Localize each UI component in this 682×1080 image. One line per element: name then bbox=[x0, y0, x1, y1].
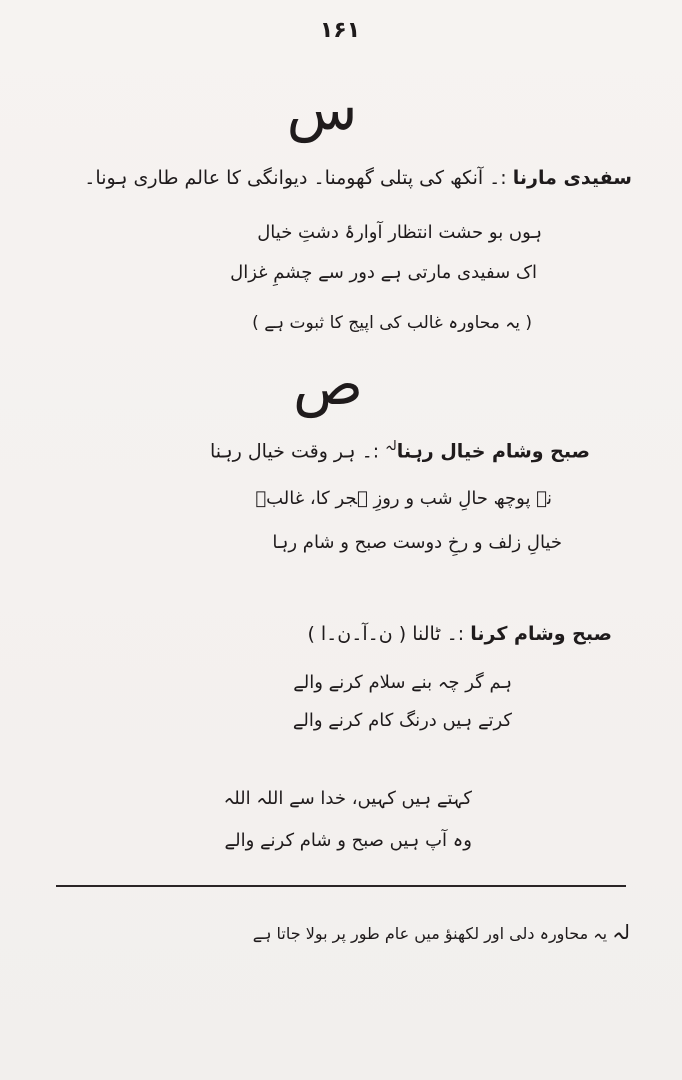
entry-1-verse-1: ہوں بو حشت انتظار آوارۂ دشتِ خیال bbox=[257, 222, 542, 243]
entry-3-definition: :۔ ٹالنا ( ن۔آ۔ن۔ا ) bbox=[307, 623, 465, 645]
entry-2-headword: صبح وشام خیال رہنا bbox=[396, 440, 590, 463]
entry-1-line bbox=[32, 168, 632, 189]
entry-1-note: ( یہ محاورہ غالب کی اپیج کا ثبوت ہے ) bbox=[252, 313, 532, 333]
entry-3-headword: صبح وشام کرنا bbox=[470, 623, 612, 645]
entry-2-verse-2: خیالِ زلف و رخِ دوست صبح و شام رہا bbox=[272, 532, 562, 553]
entry-2-footnote-marker: لہ bbox=[385, 439, 397, 454]
entry-3-verse-4: وہ آپ ہیں صبح و شام کرنے والے bbox=[224, 830, 472, 851]
section-letter-suad: ص bbox=[292, 350, 364, 418]
entry-2-verse-1: نہ پوچھ حالِ شب و روزِ ہجر کا، غالبؔ bbox=[255, 488, 552, 509]
entry-1-headword: سفیدی مارنا bbox=[512, 167, 632, 189]
page-number: ۱۶۱ bbox=[319, 18, 361, 43]
footnote-divider bbox=[56, 885, 626, 887]
section-letter-seen: س bbox=[286, 75, 358, 143]
footnote bbox=[253, 920, 630, 944]
entry-3-verse-2: کرتے ہیں درنگ کام کرنے والے bbox=[292, 710, 512, 731]
entry-1-definition: :۔ آنکھ کی پتلی گھومنا۔ دیوانگی کا عالم طاری ہونا۔ bbox=[84, 167, 507, 189]
footnote-marker: لہ bbox=[612, 920, 630, 944]
entry-1-verse-2: اک سفیدی مارتی ہے دور سے چشمِ غزال bbox=[230, 262, 537, 283]
entry-2-line bbox=[30, 440, 590, 462]
entry-3-verse-3: کہتے ہیں کہیں، خدا سے اللہ اللہ bbox=[223, 788, 472, 809]
footnote-text: یہ محاورہ دلی اور لکھنؤ میں عام طور پر بولا جاتا ہے bbox=[252, 924, 608, 943]
entry-3-verse-1: ہم گر چہ بنے سلام کرنے والے bbox=[293, 672, 512, 693]
entry-2-definition: :۔ ہر وقت خیال رہنا bbox=[209, 440, 380, 463]
entry-3-line bbox=[52, 624, 612, 645]
